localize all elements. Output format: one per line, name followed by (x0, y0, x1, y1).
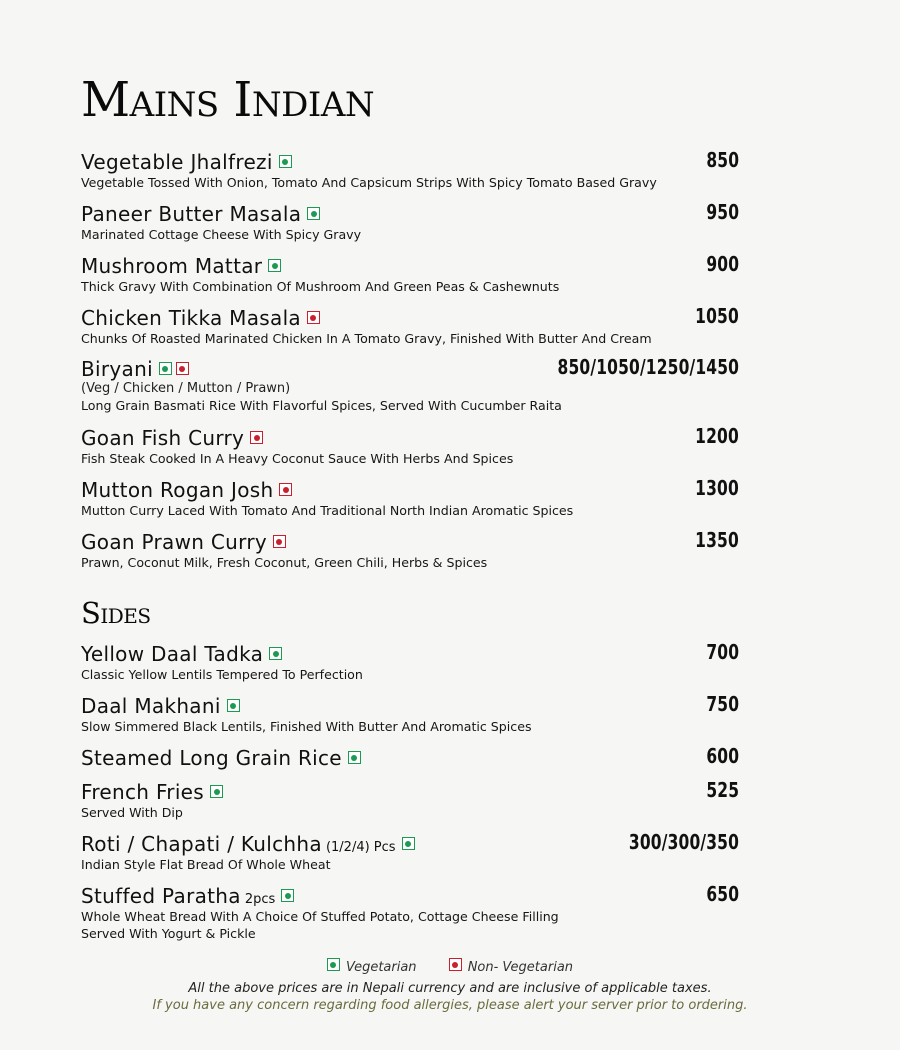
dish-name: Paneer Butter Masala (81, 202, 302, 226)
dish-description: Slow Simmered Black Lentils, Finished With Butter And Aromatic Spices (81, 719, 532, 734)
dish-price: 750 (706, 692, 739, 716)
dish-description: Fish Steak Cooked In A Heavy Coconut Sauce With Herbs And Spices (81, 451, 514, 466)
veg-mark-icon (227, 699, 240, 712)
dish-name: Mushroom Mattar (81, 254, 263, 278)
menu-item (81, 780, 739, 821)
dish-description: Whole Wheat Bread With A Choice Of Stuffed Potato, Cottage Cheese Filling (81, 909, 559, 924)
dish-name: Stuffed Paratha (81, 884, 241, 908)
menu-item (81, 746, 739, 770)
menu-item (81, 357, 739, 414)
menu-item (81, 530, 739, 571)
dish-price: 600 (706, 744, 739, 768)
menu-item (81, 202, 739, 243)
dish-description: Vegetable Tossed With Onion, Tomato And Capsicum Strips With Spicy Tomato Based Gravy (81, 175, 657, 190)
legend-veg-label: Vegetarian (345, 960, 417, 975)
dish-quantity: (1/2/4) Pcs (325, 840, 396, 855)
dish-name: Mutton Rogan Josh (81, 478, 274, 502)
dish-description: Mutton Curry Laced With Tomato And Traditional North Indian Aromatic Spices (81, 503, 574, 518)
dish-price: 650 (706, 882, 739, 906)
veg-mark-icon (307, 207, 320, 220)
non-veg-mark-icon (449, 958, 462, 971)
dish-price: 1350 (695, 528, 739, 552)
price-note: All the above prices are in Nepali currency and are inclusive of applicable taxes. (188, 981, 712, 996)
menu-item-row (81, 530, 739, 554)
menu-item (81, 254, 739, 295)
dish-description: Indian Style Flat Bread Of Whole Wheat (81, 857, 331, 872)
menu-item (81, 478, 739, 519)
non-veg-mark-icon (307, 311, 320, 324)
menu-item-row (81, 642, 739, 666)
menu-item-row (81, 306, 739, 330)
veg-mark-icon (210, 785, 223, 798)
menu-item-row (81, 746, 739, 770)
veg-mark-icon (281, 889, 294, 902)
dish-variants: (Veg / Chicken / Mutton / Prawn) (81, 381, 291, 396)
menu-item-row (81, 426, 739, 450)
menu-item-row (81, 357, 739, 381)
dish-name: French Fries (81, 780, 204, 804)
veg-mark-icon (402, 837, 415, 850)
dish-price: 700 (706, 640, 739, 664)
dish-name: Daal Makhani (81, 694, 221, 718)
menu-item (81, 694, 739, 735)
dish-price: 1300 (695, 476, 739, 500)
dish-description: Served With Dip (81, 805, 183, 820)
menu-item-row (81, 202, 739, 226)
legend-non-veg (449, 958, 573, 975)
dish-description: Prawn, Coconut Milk, Fresh Coconut, Green Chili, Herbs & Spices (81, 555, 488, 570)
dish-description: Classic Yellow Lentils Tempered To Perfection (81, 667, 363, 682)
legend-veg (327, 958, 417, 975)
menu-item (81, 642, 739, 683)
dish-price: 1050 (695, 304, 739, 328)
allergy-note: If you have any concern regarding food allergies, please alert your server prior to ordering. (152, 998, 748, 1013)
dish-quantity: 2pcs (244, 892, 276, 907)
sides-heading: Sides (81, 596, 151, 630)
dish-description-line2: Served With Yogurt & Pickle (81, 926, 256, 941)
dish-description: Chunks Of Roasted Marinated Chicken In A Tomato Gravy, Finished With Butter And Cream (81, 331, 652, 346)
dish-price: 300/300/350 (628, 830, 739, 854)
menu-item-row (81, 694, 739, 718)
veg-mark-icon (159, 362, 172, 375)
dish-price: 525 (706, 778, 739, 802)
dish-description: Thick Gravy With Combination Of Mushroom And Green Peas & Cashewnuts (81, 279, 560, 294)
menu-item-row (81, 150, 739, 174)
non-veg-mark-icon (250, 431, 263, 444)
veg-mark-icon (348, 751, 361, 764)
dish-name: Yellow Daal Tadka (81, 642, 264, 666)
dish-price: 900 (706, 252, 739, 276)
legend (0, 958, 900, 975)
dish-name: Vegetable Jhalfrezi (81, 150, 273, 174)
menu-item-row (81, 254, 739, 278)
veg-mark-icon (268, 259, 281, 272)
dish-price: 850 (706, 148, 739, 172)
dish-description: Marinated Cottage Cheese With Spicy Gravy (81, 227, 362, 242)
dish-price: 950 (706, 200, 739, 224)
dish-price: 1200 (695, 424, 739, 448)
dish-name: Goan Fish Curry (81, 426, 245, 450)
menu-item (81, 832, 739, 873)
menu-item (81, 306, 739, 347)
dish-description: Long Grain Basmati Rice With Flavorful Spices, Served With Cucumber Raita (81, 398, 562, 413)
dish-name: Chicken Tikka Masala (81, 306, 301, 330)
dish-name: Roti / Chapati / Kulchha (81, 832, 322, 856)
veg-mark-icon (327, 958, 340, 971)
menu-item-row (81, 780, 739, 804)
veg-mark-icon (279, 155, 292, 168)
menu-item-row (81, 884, 739, 908)
menu-item-row (81, 478, 739, 502)
non-veg-mark-icon (279, 483, 292, 496)
veg-mark-icon (269, 647, 282, 660)
menu-item-row (81, 832, 739, 856)
legend-non-veg-label: Non- Vegetarian (467, 960, 574, 975)
menu-item (81, 884, 739, 942)
menu-item (81, 426, 739, 467)
menu-item (81, 150, 739, 191)
dish-price: 850/1050/1250/1450 (557, 355, 739, 379)
non-veg-mark-icon (273, 535, 286, 548)
dish-name: Goan Prawn Curry (81, 530, 267, 554)
non-veg-mark-icon (176, 362, 189, 375)
dish-name: Steamed Long Grain Rice (81, 746, 342, 770)
mains-heading: Mains Indian (81, 72, 375, 128)
dish-name: Biryani (81, 357, 153, 381)
